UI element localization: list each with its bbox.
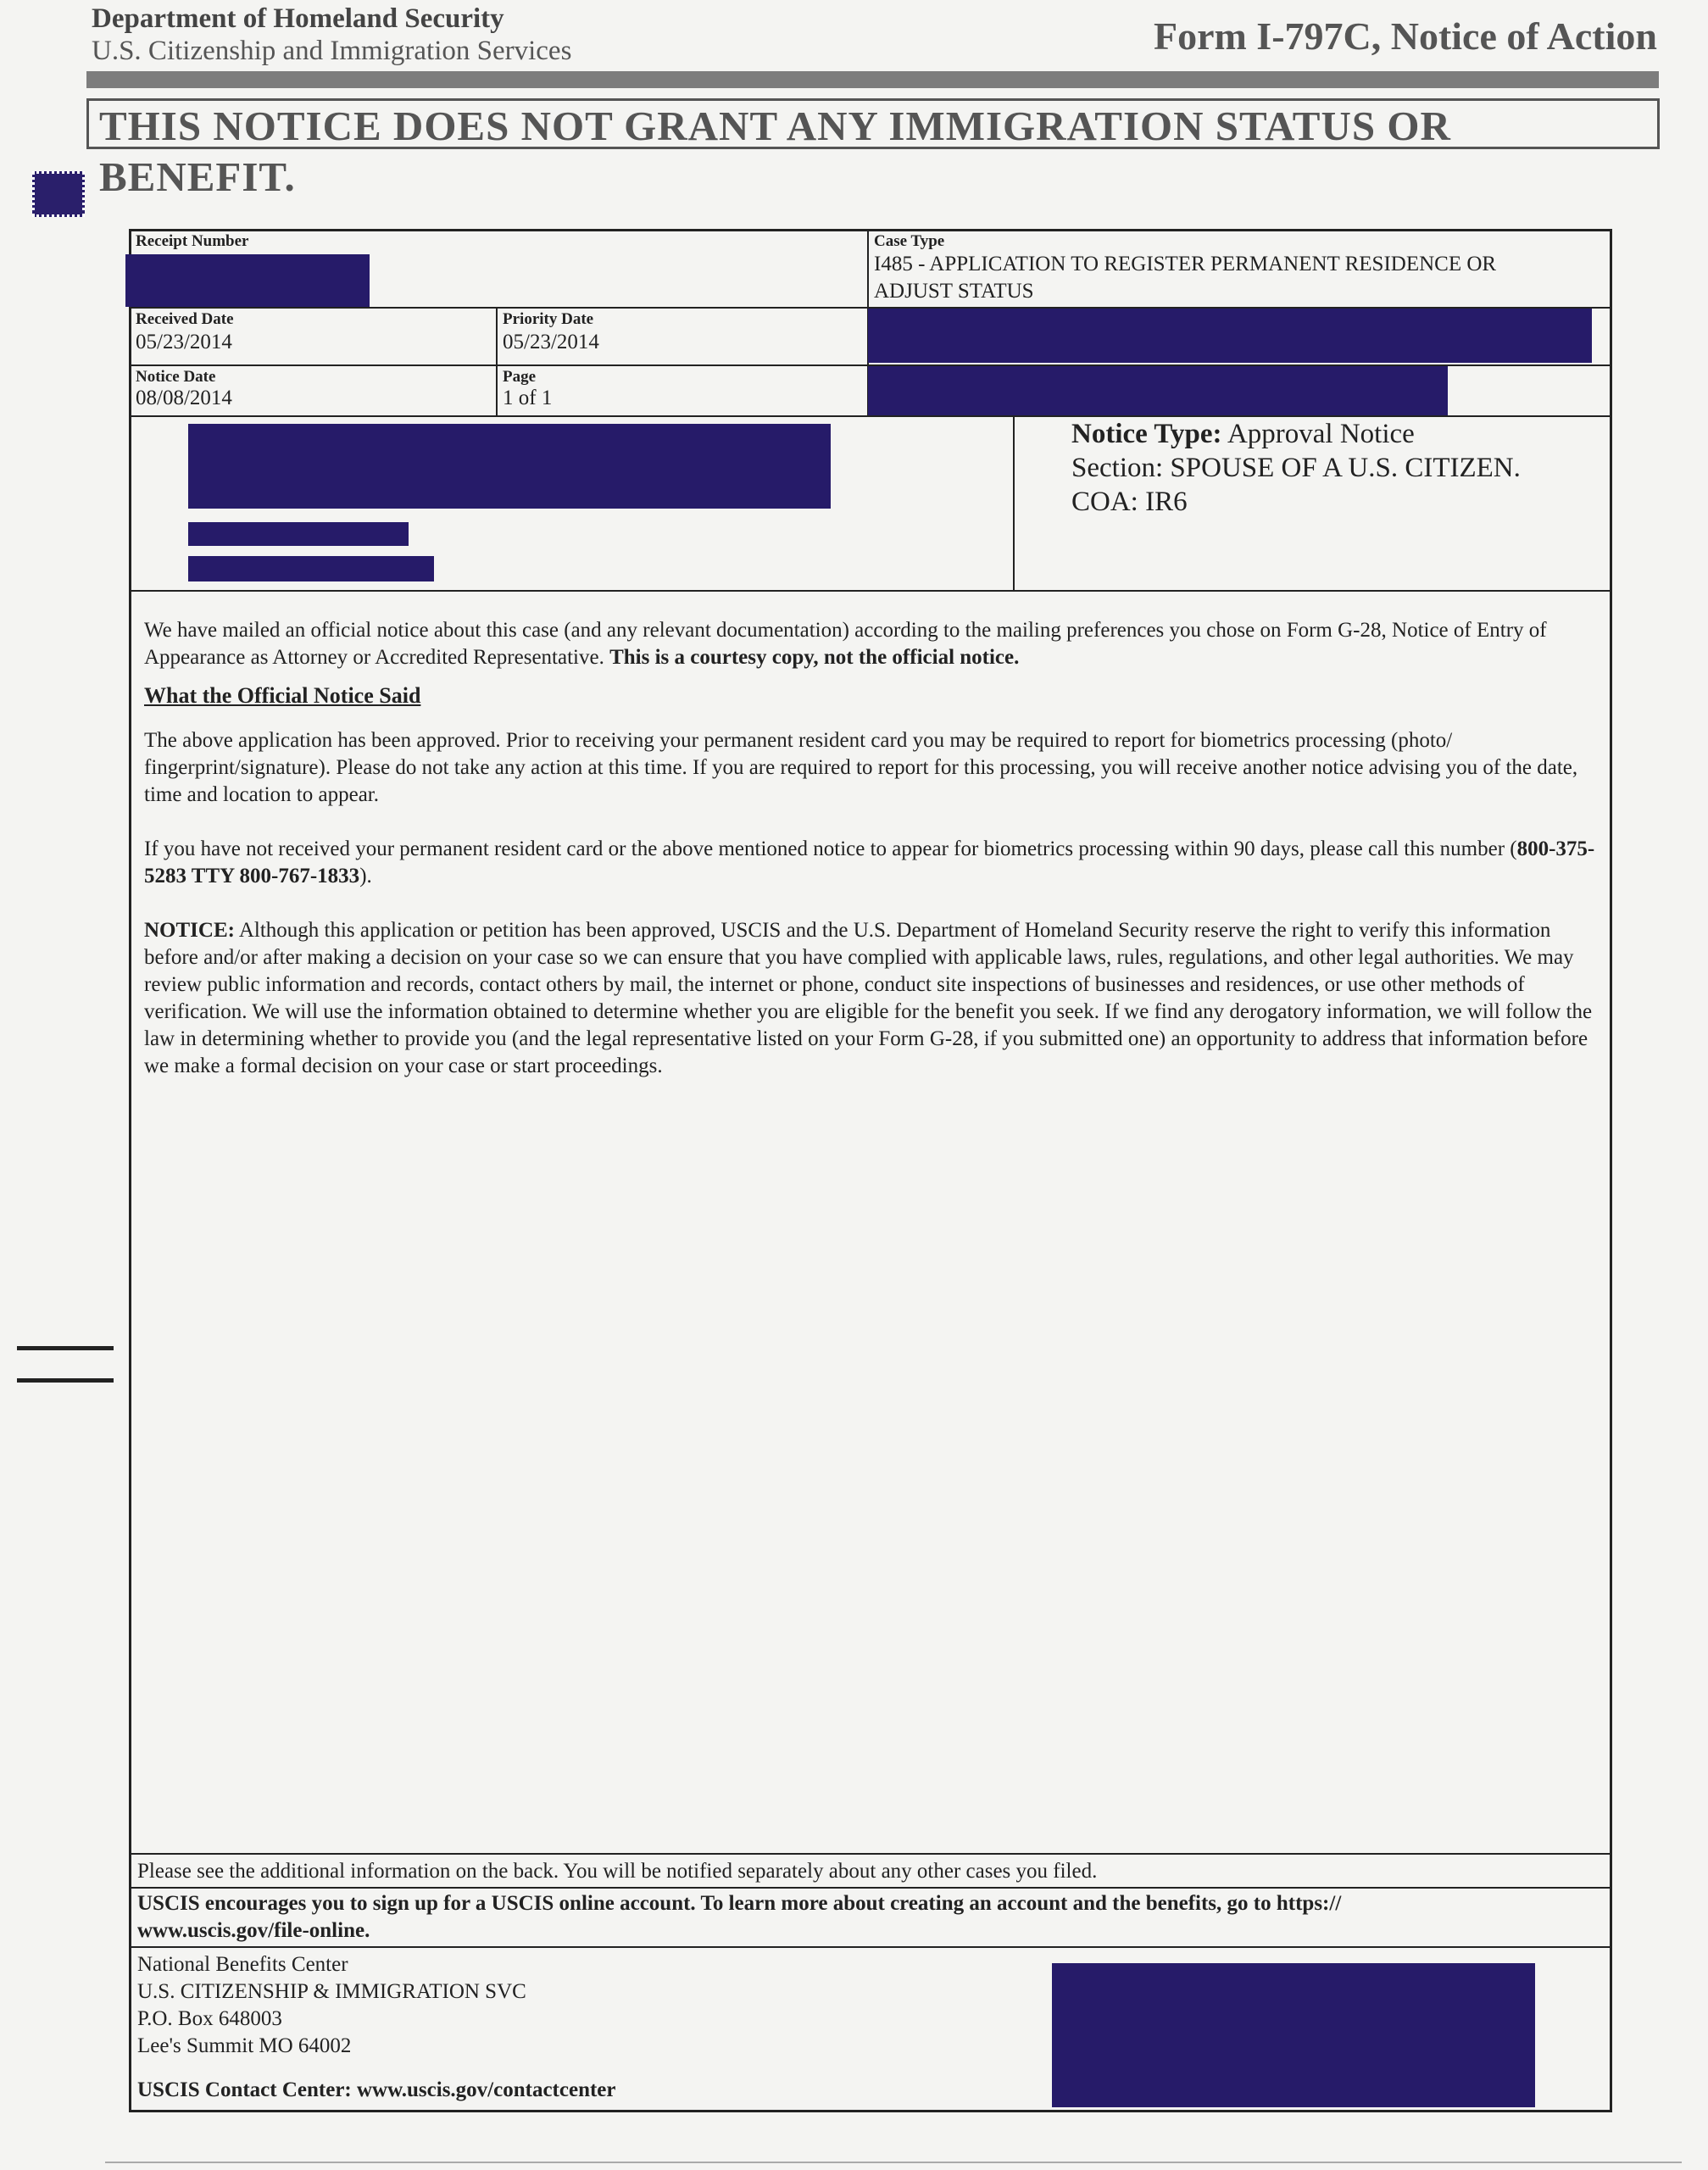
additional-info-cell [129,1853,1612,1889]
intro-bold-text: This is a courtesy copy, not the official notice. [609,646,1020,669]
office-agency: U.S. CITIZENSHIP & IMMIGRATION SVC [137,1980,526,2003]
case-type-value: I485 - APPLICATION TO REGISTER PERMANENT RESIDENCE OR [874,253,1497,275]
status-banner: THIS NOTICE DOES NOT GRANT ANY IMMIGRATION STATUS OR BENEFIT. [86,98,1660,149]
additional-info-text: Please see the additional information on the back. You will be notified separately about any other cases you filed. [137,1860,1098,1883]
priority-date-label: Priority Date [503,310,594,328]
agency-name: U.S. Citizenship and Immigration Services [92,36,572,66]
margin-marker [32,171,85,217]
redacted-address-name [188,424,831,509]
approval-paragraph: The above application has been approved. Prior to receiving your permanent resident card you may be required to report for biometrics processing (photo/ fingerprint/signature). Please do not take any action at this time. If you are required to report for this processing, you will receive another notice advising you of the date, time and location to appear. [144,729,1578,806]
notice-date-value: 08/08/2014 [136,387,232,409]
redacted-address-line [188,522,409,546]
margin-line [17,1346,114,1350]
notice-date-cell [129,364,498,417]
notice-coa: COA: IR6 [1071,487,1188,517]
intro-text: We have mailed an official notice about this case (and any relevant documentation) according to the mailing preferences you chose on Form G-28, Notice of Entry of Appearance as Attorney or Accredited Representative. [144,619,1547,669]
office-city: Lee's Summit MO 64002 [137,2034,352,2057]
received-date-label: Received Date [136,310,234,328]
online-account-cell [129,1887,1612,1948]
notice-type-block [1071,417,1521,519]
intro-paragraph [144,617,1602,671]
bottom-rule [105,2162,1682,2163]
redacted-barcode [1052,1963,1535,2107]
page-cell [496,364,869,417]
biometrics-paragraph [144,836,1602,890]
contact-center-link[interactable]: USCIS Contact Center: www.uscis.gov/contactcenter [137,2078,616,2101]
section-subhead: What the Official Notice Said [144,683,421,708]
page-label: Page [503,368,537,386]
priority-date-value: 05/23/2014 [503,331,599,353]
office-po-box: P.O. Box 648003 [137,2007,282,2030]
redacted-dob [868,366,1448,415]
received-date-value: 05/23/2014 [136,331,232,353]
notice-type-label: Notice Type: [1071,419,1222,449]
redacted-receipt-number [125,254,370,307]
notice-text: Although this application or petition has been approved, USCIS and the U.S. Department of Homeland Security reserve the right to verify this information before and/or after making a decision on your case so we can ensure that you have complied with applicable laws, rules, regulations, and other legal authorities. We may review public information and records, contact others by mail, the internet or phone, conduct site inspections of businesses and residences, or use other methods of verification. We will use the information obtained to determine whether you are eligible for the benefit you seek. If we find any derogatory information, we will follow the law in determining whether to provide you (and the legal representative listed on your Form G-28, if you submitted one) an opportunity to address that information before we make a formal decision on your case or start proceedings. [144,919,1593,1077]
notice-date-label: Notice Date [136,368,216,386]
form-title: Form I-797C, Notice of Action [1153,14,1657,58]
biometrics-text: If you have not received your permanent resident card or the above mentioned notice to appear for biometrics processing within 90 days, please call this number ( [144,837,1517,860]
notice-paragraph [144,917,1602,1080]
page-value: 1 of 1 [503,387,553,409]
contact-phone: 800-375-5283 TTY 800-767-1833 [144,837,1595,887]
notice-label: NOTICE: [144,919,235,942]
case-type-value-cont: ADJUST STATUS [874,280,1034,303]
online-account-text: USCIS encourages you to sign up for a USCIS online account. To learn more about creating an account and the benefits, go to https:// [137,1892,1342,1915]
received-date-cell [129,307,498,366]
biometrics-text-end: ). [359,865,372,887]
redacted-address-line [188,556,434,581]
office-name: National Benefits Center [137,1953,348,1976]
redacted-beneficiary [868,309,1592,363]
office-address [137,1951,526,2060]
online-account-link[interactable]: www.uscis.gov/file-online. [137,1919,370,1942]
department-name: Department of Homeland Security [92,3,504,34]
notice-section: Section: SPOUSE OF A U.S. CITIZEN. [1071,453,1521,483]
case-type-cell [867,229,1612,309]
priority-date-cell [496,307,869,366]
margin-line [17,1378,114,1383]
header-divider [86,71,1659,88]
notice-type-value: Approval Notice [1227,419,1415,449]
case-type-label: Case Type [874,232,945,250]
receipt-number-label: Receipt Number [136,232,249,250]
